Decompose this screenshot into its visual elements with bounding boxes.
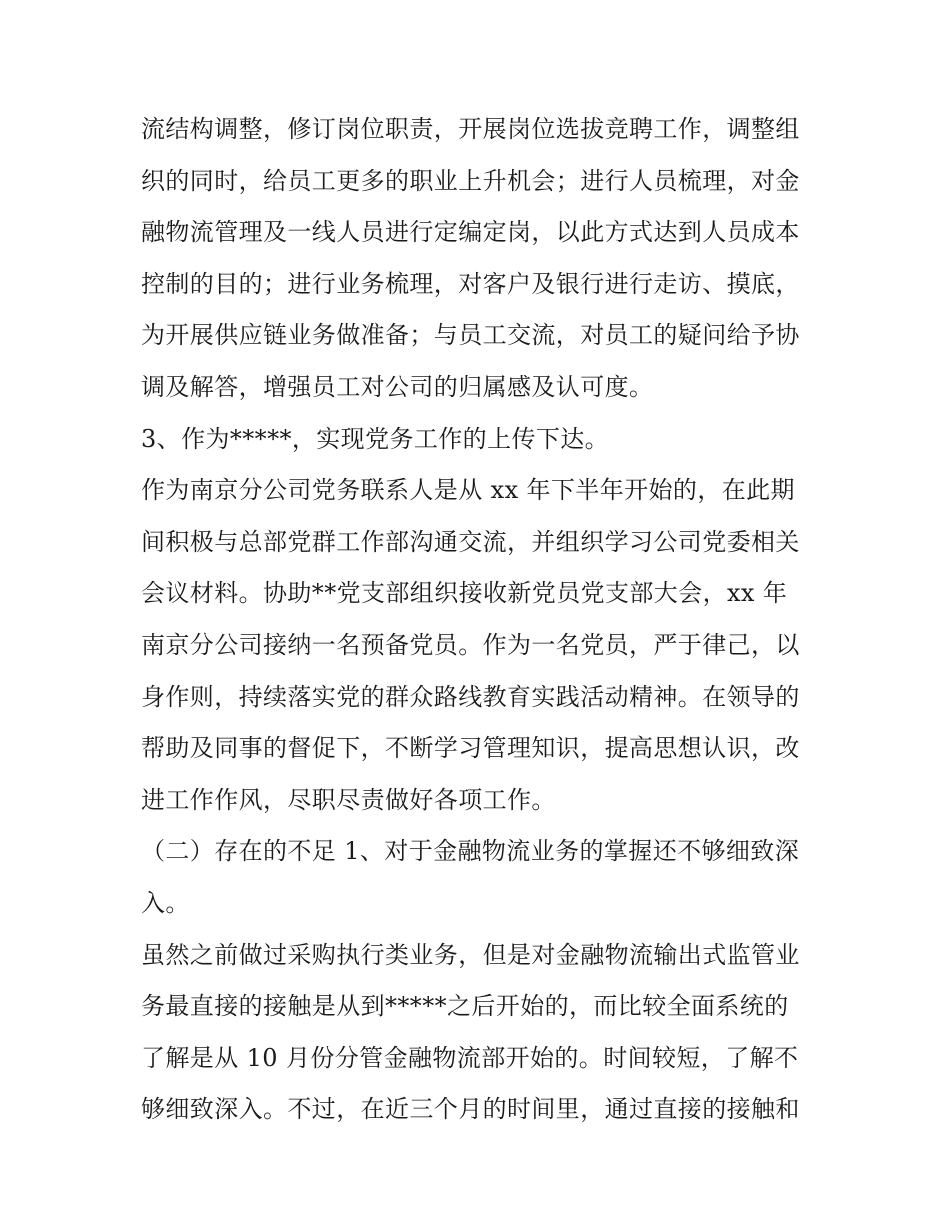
text-line: 为开展供应链业务做准备；与员工交流，对员工的疑问给予协 [141,321,800,350]
text-line: 虽然之前做过采购执行类业务，但是对金融物流输出式监管业 [141,940,800,969]
text-line: 够细致深入。不过，在近三个月的时间里，通过直接的接触和 [141,1095,800,1124]
section-heading: （二）存在的不足 1、对于金融物流业务的掌握还不够细致深 [141,837,800,866]
text-line: 身作则，持续落实党的群众路线教育实践活动精神。在领导的 [141,682,800,711]
text-line: 流结构调整，修订岗位职责，开展岗位选拔竞聘工作，调整组 [141,115,800,143]
text-line: 间积极与总部党群工作部沟通交流，并组织学习公司党委相关 [141,527,800,556]
text-line: 帮助及同事的督促下，不断学习管理知识，提高思想认识，改 [141,734,800,763]
text-line: 务最直接的接触是从到*****之后开始的，而比较全面系统的 [141,992,789,1021]
text-line: 融物流管理及一线人员进行定编定岗，以此方式达到人员成本 [141,218,800,247]
text-line: 进工作作风，尽职尽责做好各项工作。 [141,785,556,814]
text-line: 作为南京分公司党务联系人是从 xx 年下半年开始的，在此期 [141,476,795,505]
text-line: 控制的目的；进行业务梳理，对客户及银行进行走访、摸底， [141,269,800,298]
text-line: 织的同时，给员工更多的职业上升机会；进行人员梳理，对金 [141,166,800,195]
text-line: 南京分公司接纳一名预备党员。作为一名党员，严于律己，以 [141,630,800,659]
text-line: 了解是从 10 月份分管金融物流部开始的。时间较短，了解不 [141,1043,799,1072]
text-line: 会议材料。协助**党支部组织接收新党员党支部大会，xx 年 [141,579,788,608]
body-text [141,110,821,1142]
text-line: 入。 [141,888,190,917]
text-line: 调及解答，增强员工对公司的归属感及认可度。 [141,372,654,401]
section-heading: 3、作为*****，实现党务工作的上传下达。 [141,424,610,453]
